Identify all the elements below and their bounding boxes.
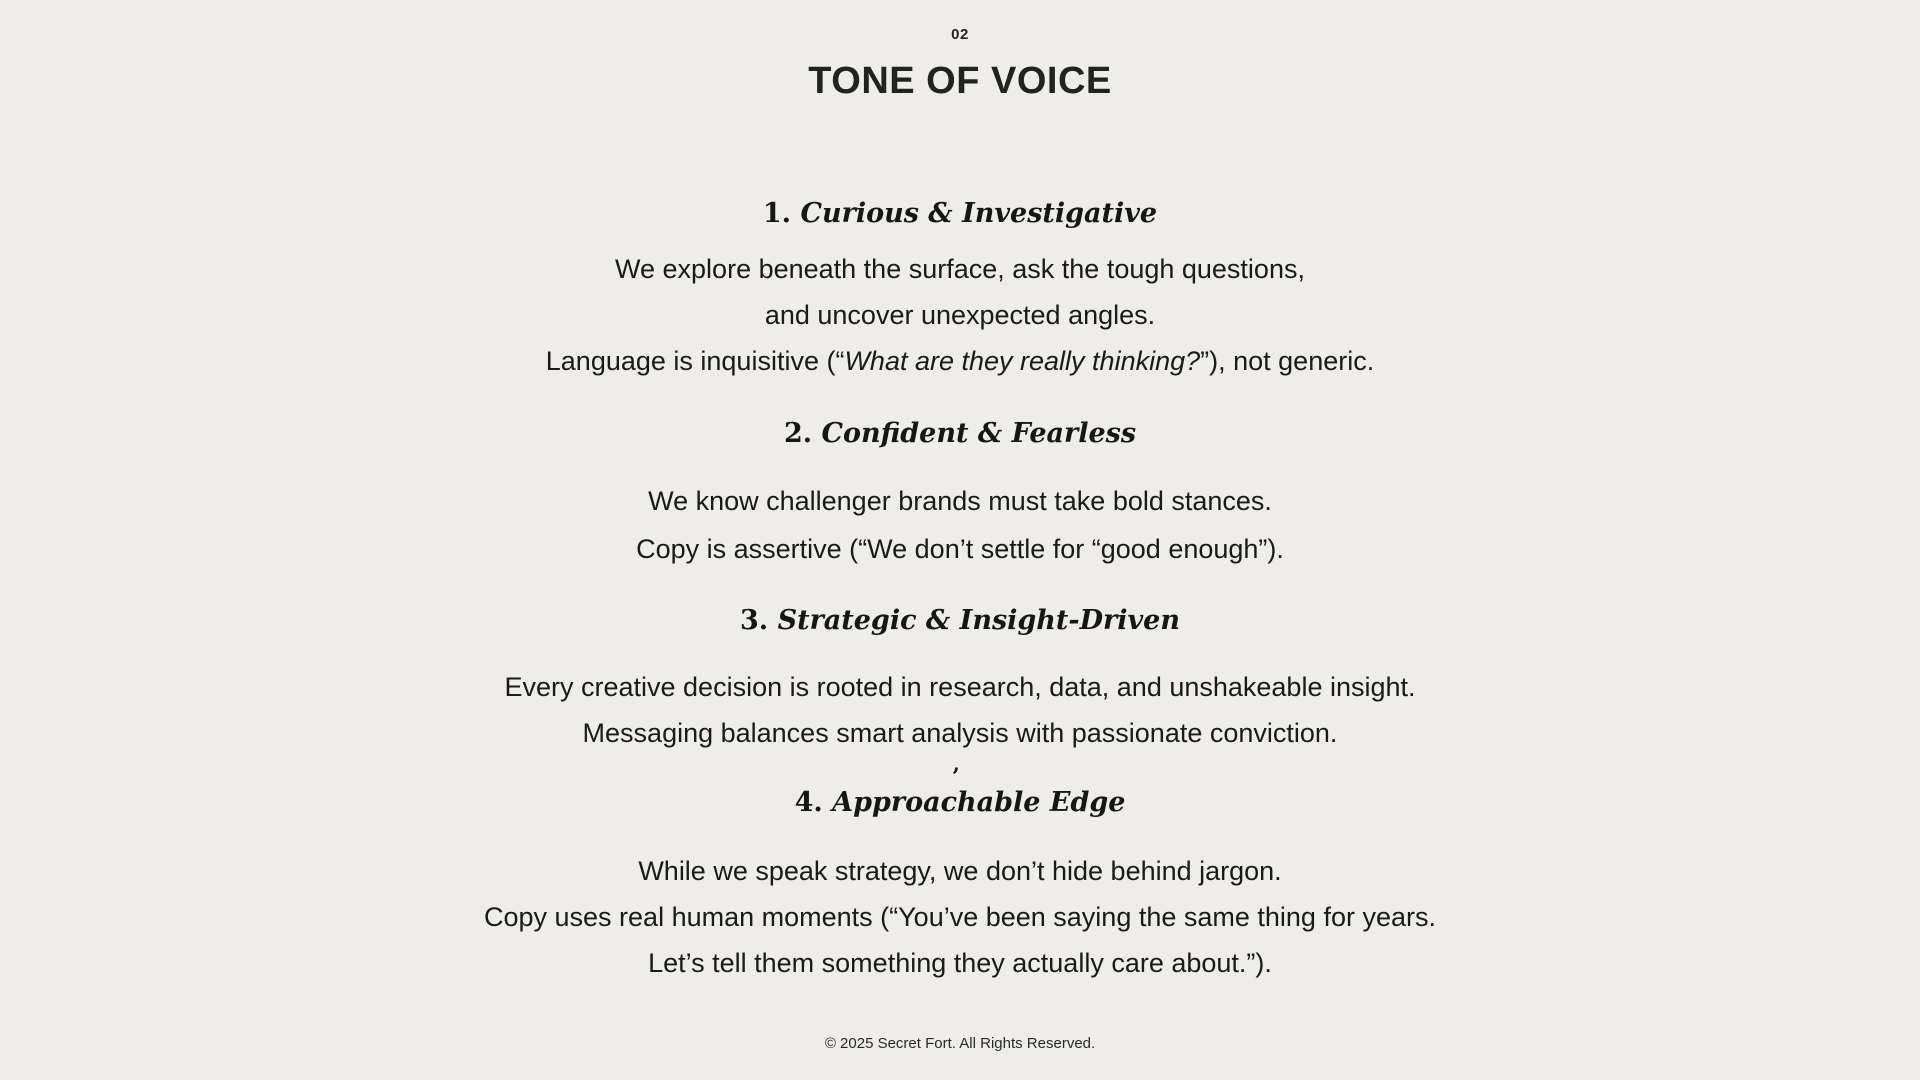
principle-heading-strategic xyxy=(0,605,1920,636)
principle-body-line xyxy=(0,344,1920,378)
principle-heading-approachable xyxy=(0,787,1920,818)
principle-name: Strategic & Insight-Driven xyxy=(777,605,1180,636)
principle-name: Curious & Investigative xyxy=(800,198,1158,229)
body-text: Language is inquisitive (“ xyxy=(545,346,845,376)
principle-body-line: We explore beneath the surface, ask the tough questions, xyxy=(615,254,1305,284)
principle-heading-curious xyxy=(0,198,1920,229)
principle-name: Approachable Edge xyxy=(832,787,1126,818)
principle-body-line: Copy uses real human moments (“You’ve been saying the same thing for years. xyxy=(483,902,1436,932)
principle-number: 2. xyxy=(783,418,813,449)
principle-body-line: Copy is assertive (“We don’t settle for “good enough”). xyxy=(636,534,1284,564)
principle-body-line: and uncover unexpected angles. xyxy=(764,300,1156,330)
principle-number: 4. xyxy=(794,787,823,818)
principle-name: Confident & Fearless xyxy=(821,418,1137,449)
principle-body-line: Every creative decision is rooted in research, data, and unshakeable insight. xyxy=(504,672,1416,702)
principle-heading-confident xyxy=(0,418,1920,449)
section-number: 02 xyxy=(951,26,969,43)
page-title: TONE OF VOICE xyxy=(808,60,1112,102)
principle-number: 1. xyxy=(762,198,792,229)
footer-copyright: © 2025 Secret Fort. All Rights Reserved. xyxy=(824,1035,1096,1052)
principle-body-line: Let’s tell them something they actually care about.”). xyxy=(648,948,1272,978)
principle-body-line: While we speak strategy, we don’t hide behind jargon. xyxy=(638,856,1282,886)
principle-body-line: Messaging balances smart analysis with passionate conviction. xyxy=(582,718,1338,748)
principle-body-line: We know challenger brands must take bold stances. xyxy=(648,486,1272,516)
body-text-italic: What are they really thinking? xyxy=(844,346,1201,376)
principle-number: 3. xyxy=(740,605,769,636)
body-text: ”), not generic. xyxy=(1200,346,1375,376)
stray-apostrophe: ’ xyxy=(952,764,960,790)
